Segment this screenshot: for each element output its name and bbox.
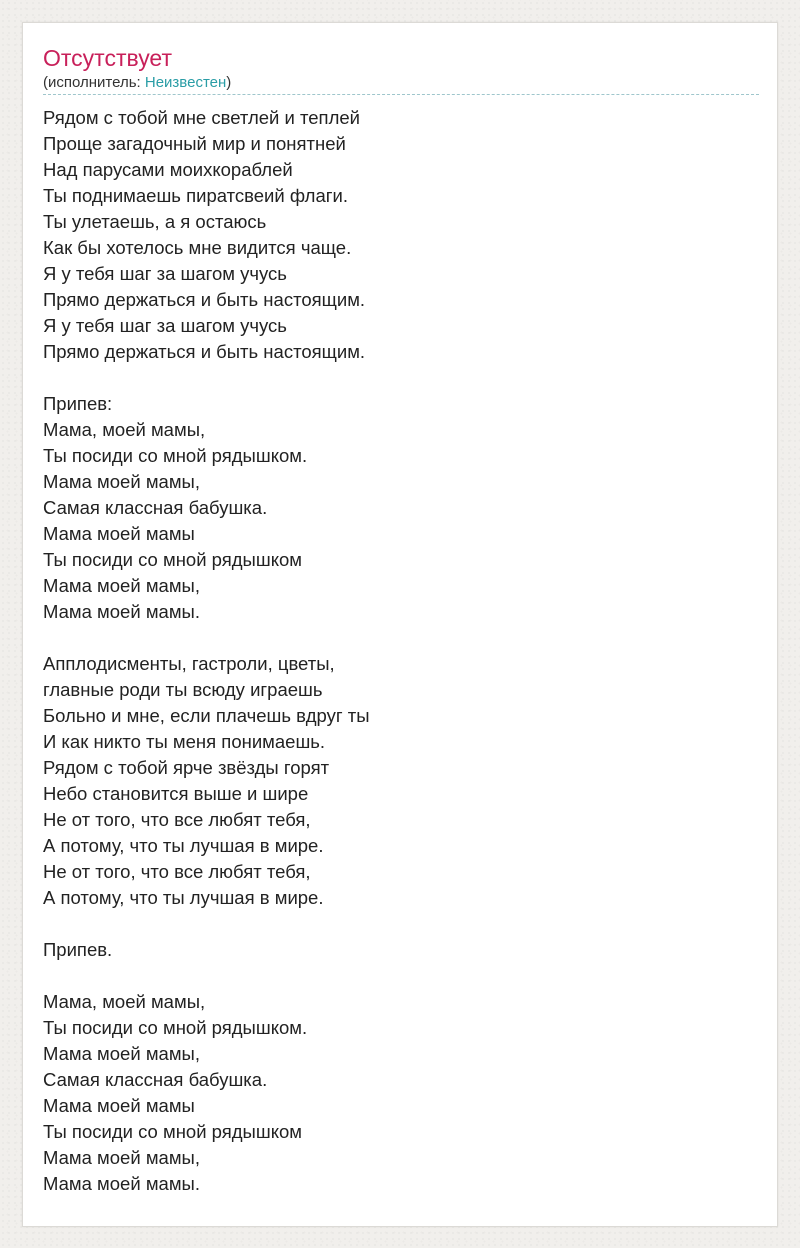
- lyric-line: Ты посиди со мной рядышком: [43, 1121, 303, 1142]
- lyric-line: Ты поднимаешь пиратсвеий флаги.: [43, 185, 348, 206]
- artist-link[interactable]: Неизвестен: [144, 74, 227, 91]
- lyric-line: А потому, что ты лучшая в мире.: [43, 887, 324, 908]
- lyric-line: Ты улетаешь, а я остаюсь: [43, 211, 267, 232]
- lyric-line: Мама, моей мамы,: [43, 419, 206, 440]
- lyric-line: Как бы хотелось мне видится чаще.: [43, 237, 352, 258]
- lyric-line: Проще загадочный мир и понятней: [43, 133, 346, 154]
- lyric-line: Рядом с тобой ярче звёзды горят: [43, 757, 330, 778]
- divider: [43, 94, 759, 95]
- lyric-line: Мама моей мамы.: [43, 1173, 200, 1194]
- lyric-line: Я у тебя шаг за шагом учусь: [43, 263, 287, 284]
- lyric-line: Мама моей мамы.: [43, 601, 200, 622]
- lyric-line: Ты посиди со мной рядышком.: [43, 445, 308, 466]
- lyric-line: Припев.: [43, 939, 113, 960]
- stanza-break: [43, 911, 759, 937]
- lyric-line: Самая классная бабушка.: [43, 1069, 268, 1090]
- lyric-line: Ты посиди со мной рядышком: [43, 549, 303, 570]
- lyric-line: Ты посиди со мной рядышком.: [43, 1017, 308, 1038]
- lyric-line: Не от того, что все любят тебя,: [43, 861, 311, 882]
- lyrics-card: [22, 22, 778, 1227]
- lyric-line: Мама моей мамы,: [43, 1147, 200, 1168]
- lyric-line: Мама моей мамы,: [43, 1043, 200, 1064]
- stanza-break: [43, 963, 759, 989]
- lyric-line: Небо становится выше и шире: [43, 783, 309, 804]
- lyric-line: Мама моей мамы: [43, 523, 195, 544]
- lyric-line: Апплодисменты, гастроли, цветы,: [43, 653, 335, 674]
- artist-line: [43, 74, 231, 92]
- artist-suffix: ): [226, 74, 232, 91]
- lyric-line: Мама моей мамы,: [43, 575, 200, 596]
- lyrics-text: [43, 105, 759, 1197]
- song-title: Отсутствует: [43, 45, 172, 71]
- lyric-line: Я у тебя шаг за шагом учусь: [43, 315, 287, 336]
- lyric-line: Прямо держаться и быть настоящим.: [43, 289, 366, 310]
- lyric-line: Не от того, что все любят тебя,: [43, 809, 311, 830]
- lyric-line: Рядом с тобой мне светлей и теплей: [43, 107, 360, 128]
- artist-prefix: (исполнитель:: [43, 74, 145, 91]
- lyric-line: Прямо держаться и быть настоящим.: [43, 341, 366, 362]
- lyric-line: Больно и мне, если плачешь вдруг ты: [43, 705, 370, 726]
- lyric-line: Мама, моей мамы,: [43, 991, 206, 1012]
- lyric-line: Мама моей мамы: [43, 1095, 195, 1116]
- lyric-line: Самая классная бабушка.: [43, 497, 268, 518]
- lyric-line: главные роди ты всюду играешь: [43, 679, 323, 700]
- lyric-line: Припев:: [43, 393, 113, 414]
- stanza-break: [43, 365, 759, 391]
- lyric-line: Над парусами моихкораблей: [43, 159, 293, 180]
- lyric-line: И как никто ты меня понимаешь.: [43, 731, 326, 752]
- lyric-line: Мама моей мамы,: [43, 471, 200, 492]
- lyric-line: А потому, что ты лучшая в мире.: [43, 835, 324, 856]
- stanza-break: [43, 625, 759, 651]
